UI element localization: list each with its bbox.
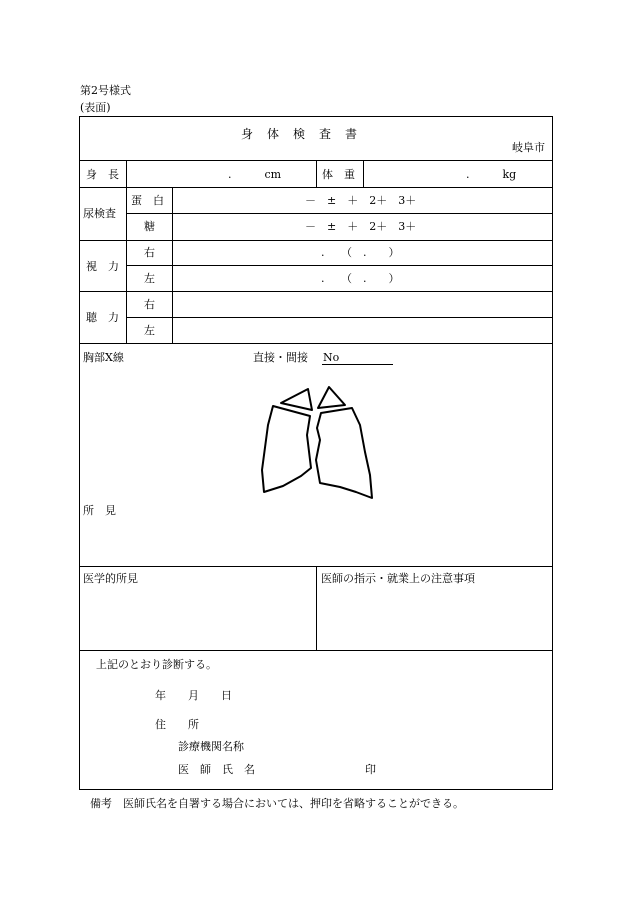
seal-label: 印 xyxy=(365,763,376,776)
weight-value[interactable]: . kg xyxy=(466,168,517,181)
date-line[interactable]: 年 月 日 xyxy=(155,689,232,702)
vision-right-label: 右 xyxy=(144,246,155,259)
hearing-left-label: 左 xyxy=(144,324,155,337)
sugar-label: 糖 xyxy=(144,220,155,233)
doctor-name-label: 医 師 氏 名 xyxy=(178,763,255,776)
height-value[interactable]: . cm xyxy=(228,168,282,181)
xray-label: 胸部X線 xyxy=(83,351,124,364)
hearing-right-label: 右 xyxy=(144,298,155,311)
protein-scale[interactable]: － ± ＋ 2＋ 3＋ xyxy=(305,194,417,207)
xray-method[interactable]: 直接・間接 xyxy=(253,351,308,364)
doctor-instructions-label: 医師の指示・就業上の注意事項 xyxy=(321,572,475,585)
city-name: 岐阜市 xyxy=(512,141,545,154)
note-text: 備考 医師氏名を自署する場合においては、押印を省略することができる。 xyxy=(90,797,464,810)
protein-label: 蛋 白 xyxy=(131,194,164,207)
medical-findings-label: 医学的所見 xyxy=(83,572,138,585)
weight-label: 体 重 xyxy=(322,168,355,181)
xray-findings-label: 所 見 xyxy=(83,504,116,517)
hearing-label: 聴 力 xyxy=(86,311,119,324)
vision-left-label: 左 xyxy=(144,272,155,285)
certification-statement: 上記のとおり診断する。 xyxy=(96,658,217,671)
urine-label: 尿検査 xyxy=(83,207,116,220)
form-number: 第2号様式 xyxy=(80,84,131,97)
xray-number-label: No xyxy=(323,351,340,364)
address-label: 住 所 xyxy=(155,718,199,731)
vision-left-value[interactable]: . （ . ） xyxy=(321,272,400,285)
form-title: 身 体 検 査 書 xyxy=(241,127,359,141)
vision-label: 視 力 xyxy=(86,260,119,273)
sugar-scale[interactable]: － ± ＋ 2＋ 3＋ xyxy=(305,220,417,233)
side-label: (表面) xyxy=(80,101,111,114)
vision-right-value[interactable]: . （ . ） xyxy=(321,246,400,259)
height-label: 身 長 xyxy=(86,168,119,181)
institution-label: 診療機関名称 xyxy=(178,740,244,753)
